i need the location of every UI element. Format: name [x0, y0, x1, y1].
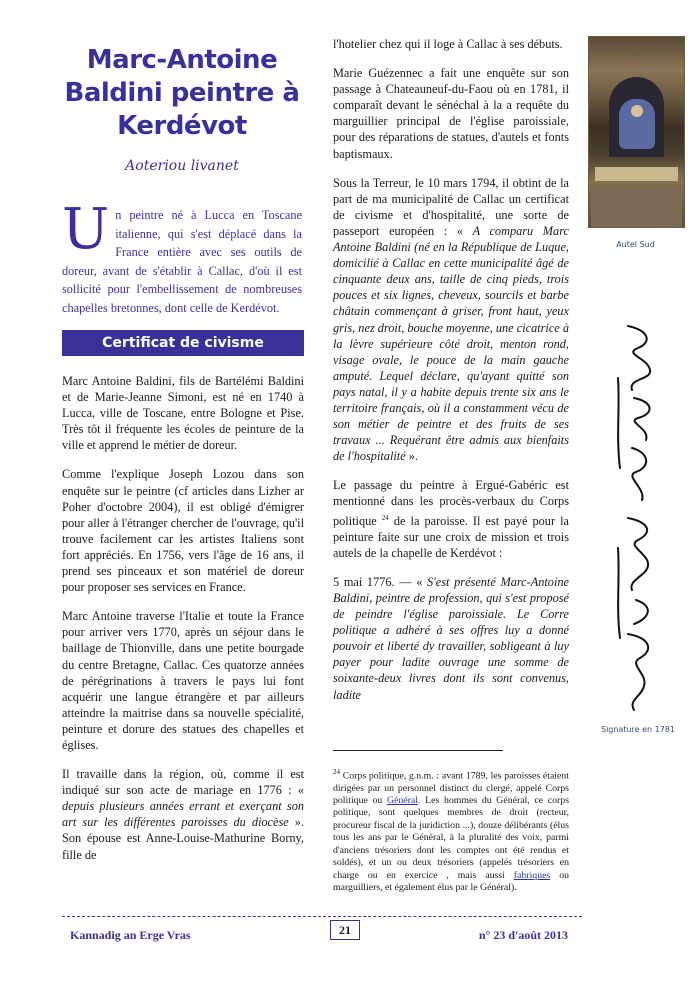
- paragraph: [333, 477, 569, 561]
- article-title: Marc-Antoine Baldini peintre à Kerdévot: [64, 45, 300, 141]
- photo-caption: Autel Sud: [616, 240, 655, 249]
- footer-issue: n° 23 d'août 2013: [478, 928, 568, 942]
- altar-photo: [588, 36, 685, 228]
- article-author: Aoteriou livanet: [125, 158, 239, 174]
- paragraph: [62, 766, 304, 863]
- photo-step: [591, 187, 682, 227]
- text: Il travaille dans la région, où, comme il est indiqué sur son acte de mariage en 1776 : «: [62, 767, 304, 798]
- link-general[interactable]: Général: [386, 795, 418, 807]
- drop-cap: U: [62, 197, 110, 262]
- text: Sous la Terreur, le 10 mars 1794, il obtint de la part de ma municipalité de Callac un certificat de civisme et d'hospitalité, une sorte de passeport européen : «: [333, 175, 569, 238]
- text: Corps politique, g.n.m. : avant 1789, les paroisses étaient dirigées par un personnel distinct du clergé, appelé Corps politique ou: [333, 770, 569, 807]
- lead-paragraph: [62, 197, 302, 318]
- link-fabriques[interactable]: fabriques: [513, 869, 551, 881]
- signature-caption: Signature en 1781: [600, 725, 676, 734]
- text: de la paroisse. Il est payé pour la peinture faite sur une croix de mission et trois autels de la chapelle de Kerdévot :: [333, 513, 569, 560]
- paragraph: l'hotelier chez qui il loge à Callac à ses débuts.: [333, 37, 563, 51]
- section-heading: Certificat de civisme: [62, 330, 304, 356]
- text: ». Son épouse est Anne-Louise-Mathurine Borny, fille de: [62, 815, 304, 862]
- text: . Les hommes du Général, ce corps politique, sont quelques membres de droit (recteur, procureur fiscal de la juridiction ...), douze délibérants (élus tous les ans par le Général, à la pluralité des voix, parmi d'anciens trésoriers dont les comptes ont été rendus et soldés), et un ou deux trésoriers (appelés trésoriers en charge ou en exercice , mais aussi: [333, 795, 570, 881]
- paragraph: [333, 574, 569, 703]
- page-number: 21: [330, 920, 360, 940]
- footnote-divider: [333, 750, 503, 751]
- paragraph: Marc Antoine Baldini, fils de Bartélémi Baldini et de Marie-Jeanne Simoni, est né en 1740 à Lucca, ville de Toscane, entre Bologne et Pise. Très tôt il fréquente les écoles de peinture de la ville et apprend le métier de doreur.: [62, 374, 304, 453]
- footnote: [333, 766, 569, 894]
- footer-publication: Kannadig an Erge Vras: [70, 928, 191, 942]
- signature-image: [598, 318, 678, 718]
- column-2: [333, 36, 569, 716]
- paragraph: Comme l'explique Joseph Lozou dans son enquête sur le peintre (cf articles dans Lizher ar Poher d'octobre 2004), il est obligé d'émigrer pour aller à l'étranger chercher de l'ouvrage, qu'il trouve facilement car les artistes Italiens sont fort appréciés. En 1756, vers l'âge de 16 ans, il prend ses pinceaux et son matériel de doreur pour proposer ses services en France.: [62, 467, 304, 595]
- column-1: [62, 373, 304, 876]
- quote: depuis plusieurs années errant et exerçant son art sur les différentes paroisses du diocèse: [62, 799, 304, 830]
- lead-text: n peintre né à Lucca en Toscane italienne, qui s'est déplacé dans la France entière avec ses outils de doreur, avant de s'établir à Callac, d'où il est sollicité pour l'embellissement de nombreuses chapelles bretonnes, dont celle de Kerdévot.: [62, 208, 302, 315]
- footnote-ref[interactable]: 24: [381, 513, 389, 522]
- text: 5 mai 1776. — «: [333, 574, 428, 589]
- quote: A comparu Marc Antoine Baldini (né en la République de Luque, domicilié à Callac en cette municipalité âgé de cinquante deux ans, taille de cinq pieds, trois pouces et six lignes, cheveux, sourcils et barbe châtain commençant à griser, front haut, yeux gris, nez droit, bouche moyenne, une cicatrice à la lèvre supérieure côté droit, menton rond, visage ovale, le pouce de la main gauche amputé. Lequel déclare, qu'ayant quitté son pays natal, il y a habite depuis trente six ans le territoire français, où il a constamment vécu de son métier de peintre et des fruits de ses travaux ... Requérant être admis aux bienfaits de l'hospitalité: [333, 223, 569, 464]
- photo-altar: [595, 167, 678, 181]
- signature-icon: [598, 318, 678, 718]
- text: Le passage du peintre à Ergué-Gabéric est mentionné dans les procès-verbaux du Corps politique: [333, 478, 569, 528]
- text: ou marguilliers, et également élus par le Général).: [333, 869, 569, 893]
- quote: S'est présenté Marc-Antoine Baldini, peintre de profession, qui s'est proposé de peindre l'église paroissiale. Le Corre politique a adhéré à ses offres luy a donné pouvoir et liberté dy travailler, sobligeant à luy payer pour ladite ouvrage une somme de soixante-deux livres dont ils sont convenus, ladite: [333, 574, 569, 702]
- paragraph: Marc Antoine traverse l'Italie et toute la France pour arriver vers 1770, après un séjour dans le baillage de Thionville, dans une petite bourgade du centre Bretagne, Callac. Ces quatorze années de pérégrinations à travers le pays lui font acquérir une langue étrangère et par ailleurs atteindre la maitrise dans sa nouvelle spécialité, peinture et dorure des statues des chapelles et églises.: [62, 609, 304, 752]
- paragraph: [333, 175, 569, 465]
- footnote-number: 24: [333, 768, 340, 776]
- footer-divider: [62, 916, 582, 917]
- paragraph: Marie Guézennec a fait une enquête sur son passage à Chateauneuf-du-Faou où en 1781, il comparaît devant le sénéchal à la a requête du marguillier principal de l'église paroissiale, pour des réparations de statues, d'autels et fonts baptismaux.: [333, 66, 569, 161]
- photo-face: [631, 105, 643, 117]
- text: ».: [405, 449, 418, 464]
